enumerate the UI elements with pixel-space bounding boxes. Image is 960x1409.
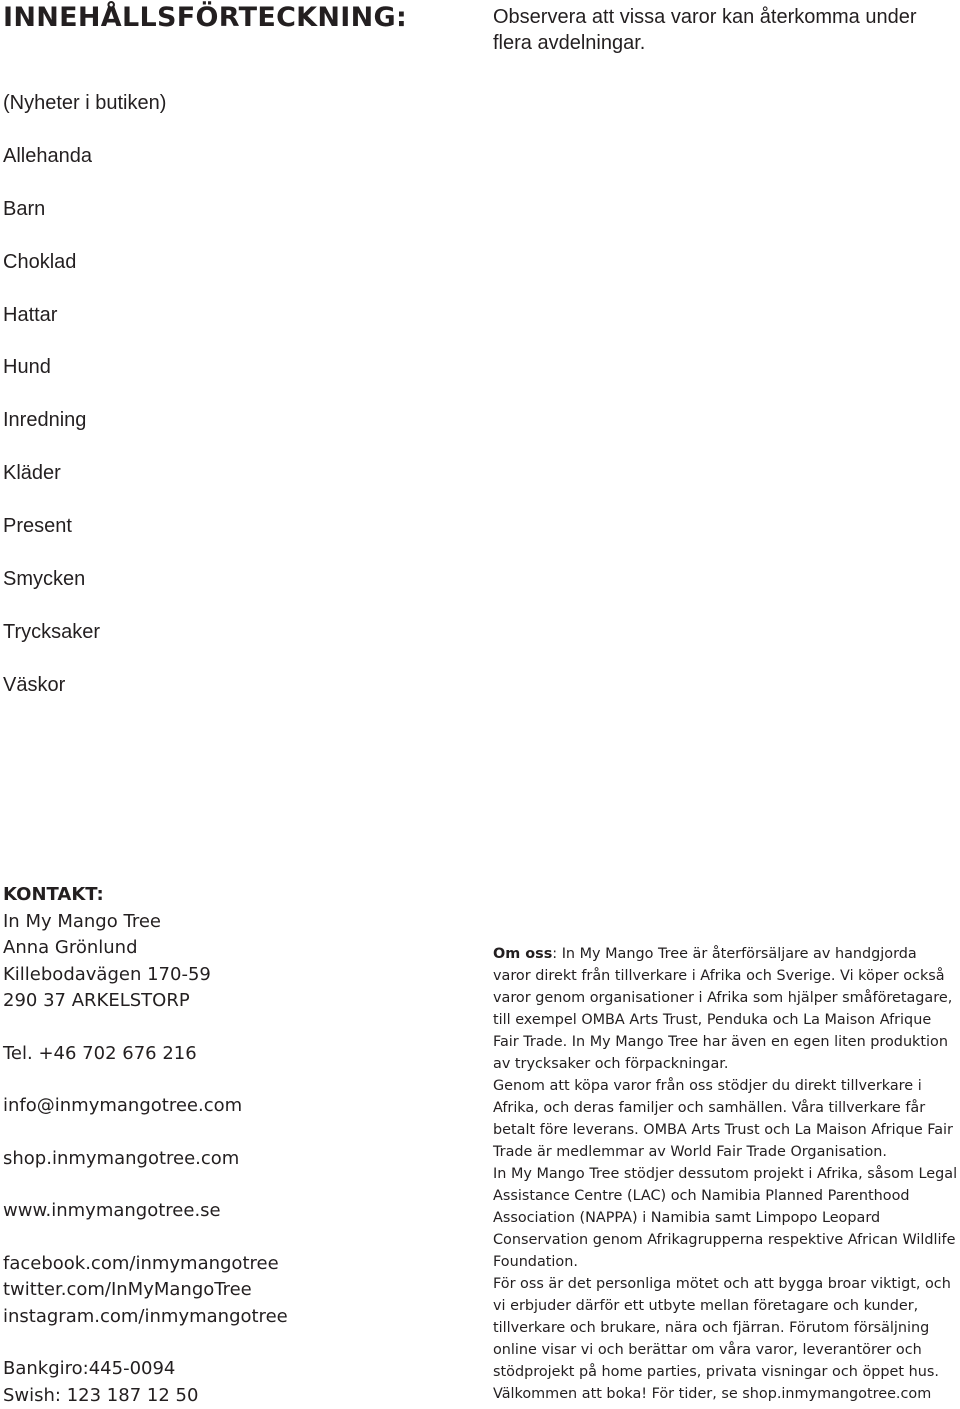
toc-item-inredning[interactable]: Inredning [3,407,166,460]
about-section [493,943,958,1405]
toc-item-hattar[interactable]: Hattar [3,302,166,355]
contact-heading: KONTAKT: [3,882,473,909]
toc-item-klader[interactable]: Kläder [3,460,166,513]
shop-link[interactable]: shop.inmymangotree.com [3,1146,473,1173]
spacer [3,1015,473,1041]
instagram-link[interactable]: instagram.com/inmymangotree [3,1304,473,1331]
bankgiro-number: Bankgiro:445-0094 [3,1356,473,1383]
contact-phone[interactable]: Tel. +46 702 676 216 [3,1041,473,1068]
toc-item-allehanda[interactable]: Allehanda [3,143,166,196]
contact-street: Killebodavägen 170-59 [3,962,473,989]
contact-company: In My Mango Tree [3,909,473,936]
about-paragraph-3: In My Mango Tree stödjer dessutom projekt i Afrika, såsom Legal Assistance Centre (LAC) och Namibia Planned Parenthood Association (NAPPA) i Namibia samt Limpopo Leopard Conservation genom Afrikagrupperna respektive African Wildlife Foundation. [493,1163,958,1273]
toc-item-choklad[interactable]: Choklad [3,249,166,302]
contact-person: Anna Grönlund [3,935,473,962]
spacer [3,1172,473,1198]
toc-item-trycksaker[interactable]: Trycksaker [3,619,166,672]
contact-email-link[interactable]: info@inmymangotree.com [3,1093,473,1120]
table-of-contents [3,90,166,725]
twitter-link[interactable]: twitter.com/InMyMangoTree [3,1277,473,1304]
page-title: INNEHÅLLSFÖRTECKNING: [3,2,407,33]
about-paragraph-1 [493,943,958,1075]
spacer [3,1330,473,1356]
spacer [3,1120,473,1146]
about-paragraph-4: För oss är det personliga mötet och att bygga broar viktigt, och vi erbjuder därför ett utbyte mellan företagare och kunder, tillverkare och brukare, nära och fjärran. Förutom försäljning online visar vi och berättar om våra varor, leverantörer och stödprojekt på home parties, privata visningar och öppet hus. Välkommen att boka! För tider, se shop.inmymangotree.com [493,1273,958,1405]
toc-item-present[interactable]: Present [3,513,166,566]
category-note: Observera att vissa varor kan återkomma under flera avdelningar. [493,4,953,56]
toc-item-nyheter[interactable]: (Nyheter i butiken) [3,90,166,143]
toc-item-hund[interactable]: Hund [3,354,166,407]
toc-item-vaskor[interactable]: Väskor [3,672,166,725]
facebook-link[interactable]: facebook.com/inmymangotree [3,1251,473,1278]
contact-section [3,882,473,1409]
website-link[interactable]: www.inmymangotree.se [3,1198,473,1225]
about-text-1: : In My Mango Tree är återförsäljare av handgjorda varor direkt från tillverkare i Afrika och Sverige. Vi köper också varor genom organisationer i Afrika som hjälper småföretagare, till exempel OMBA Arts Trust, Penduka och La Maison Afrique Fair Trade. In My Mango Tree har även en egen liten produktion av trycksaker och förpackningar. [493,946,952,1072]
about-paragraph-2: Genom att köpa varor från oss stödjer du direkt tillverkare i Afrika, och deras familjer och samhällen. Våra tillverkare får betalt före leverans. OMBA Arts Trust och La Maison Afrique Fair Trade är medlemmar av World Fair Trade Organisation. [493,1075,958,1163]
toc-item-barn[interactable]: Barn [3,196,166,249]
contact-city: 290 37 ARKELSTORP [3,988,473,1015]
spacer [3,1067,473,1093]
about-label: Om oss [493,946,552,962]
toc-item-smycken[interactable]: Smycken [3,566,166,619]
spacer [3,1225,473,1251]
swish-number: Swish: 123 187 12 50 [3,1383,473,1409]
